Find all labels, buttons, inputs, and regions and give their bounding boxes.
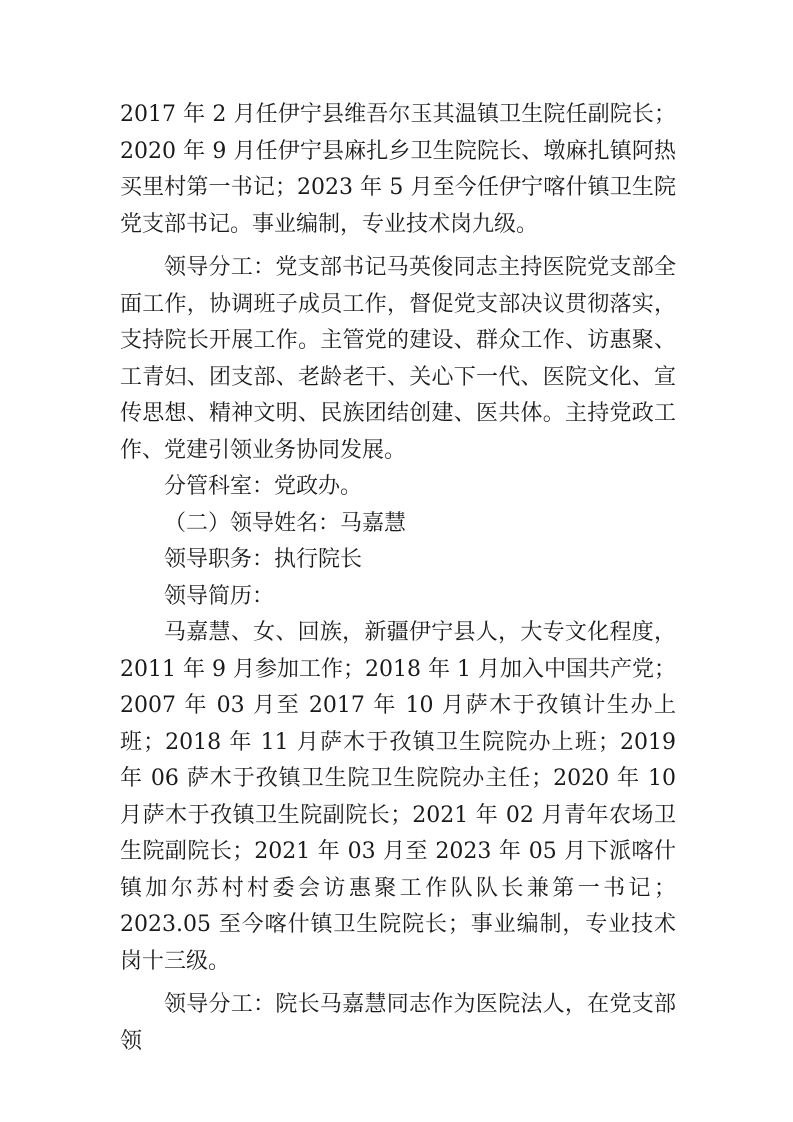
paragraph-duties-ma-jiahui: 领导分工：院长马嘉慧同志作为医院法人，在党支部领 bbox=[120, 992, 676, 1054]
paragraph-leader-position: 领导职务：执行院长 bbox=[164, 547, 363, 572]
paragraph-resume-continued: 2017 年 2 月任伊宁县维吾尔玉其温镇卫生院任副院长；2020 年 9 月任伊宁县麻扎乡卫生院院长、墩麻扎镇阿热买里村第一书记；2023 年 5 月至今任伊宁喀什镇卫生院党支部书记。事业编制，专业技术岗九级。 bbox=[120, 102, 676, 237]
paragraph-duties-ma-yingjun: 领导分工：党支部书记马英俊同志主持医院党支部全面工作，协调班子成员工作，督促党支部决议贯彻落实，支持院长开展工作。主管党的建设、群众工作、访惠聚、工青妇、团支部、老龄老干、关心下一代、医院文化、宣传思想、精神文明、民族团结创建、医共体。主持党政工作、党建引领业务协同发展。 bbox=[120, 255, 676, 463]
paragraph-leader-name: （二）领导姓名：马嘉慧 bbox=[164, 510, 407, 536]
paragraph-resume-heading: 领导简历： bbox=[164, 583, 275, 609]
document-body bbox=[120, 97, 676, 1060]
paragraph-resume-ma-jiahui: 马嘉慧、女、回族，新疆伊宁县人，大专文化程度，2011 年 9 月参加工作；2018 年 1 月加入中国共产党；2007 年 03 月至 2017 年 10 月萨木于孜镇计生办上班；2018 年 11 月萨木于孜镇卫生院院办上班；2019 年 06 萨木于孜镇卫生院卫生院院办主任；2020 年 10 月萨木于孜镇卫生院副院长；2021 年 02 月青年农场卫生院副院长；2021 年 03 月至 2023 年 05 月下派喀什镇加尔苏村村委会访惠聚工作队队长兼第一书记；2023.05 至今喀什镇卫生院院长；事业编制，专业技术岗十三级。 bbox=[120, 620, 676, 974]
paragraph-departments: 分管科室：党政办。 bbox=[164, 474, 363, 499]
